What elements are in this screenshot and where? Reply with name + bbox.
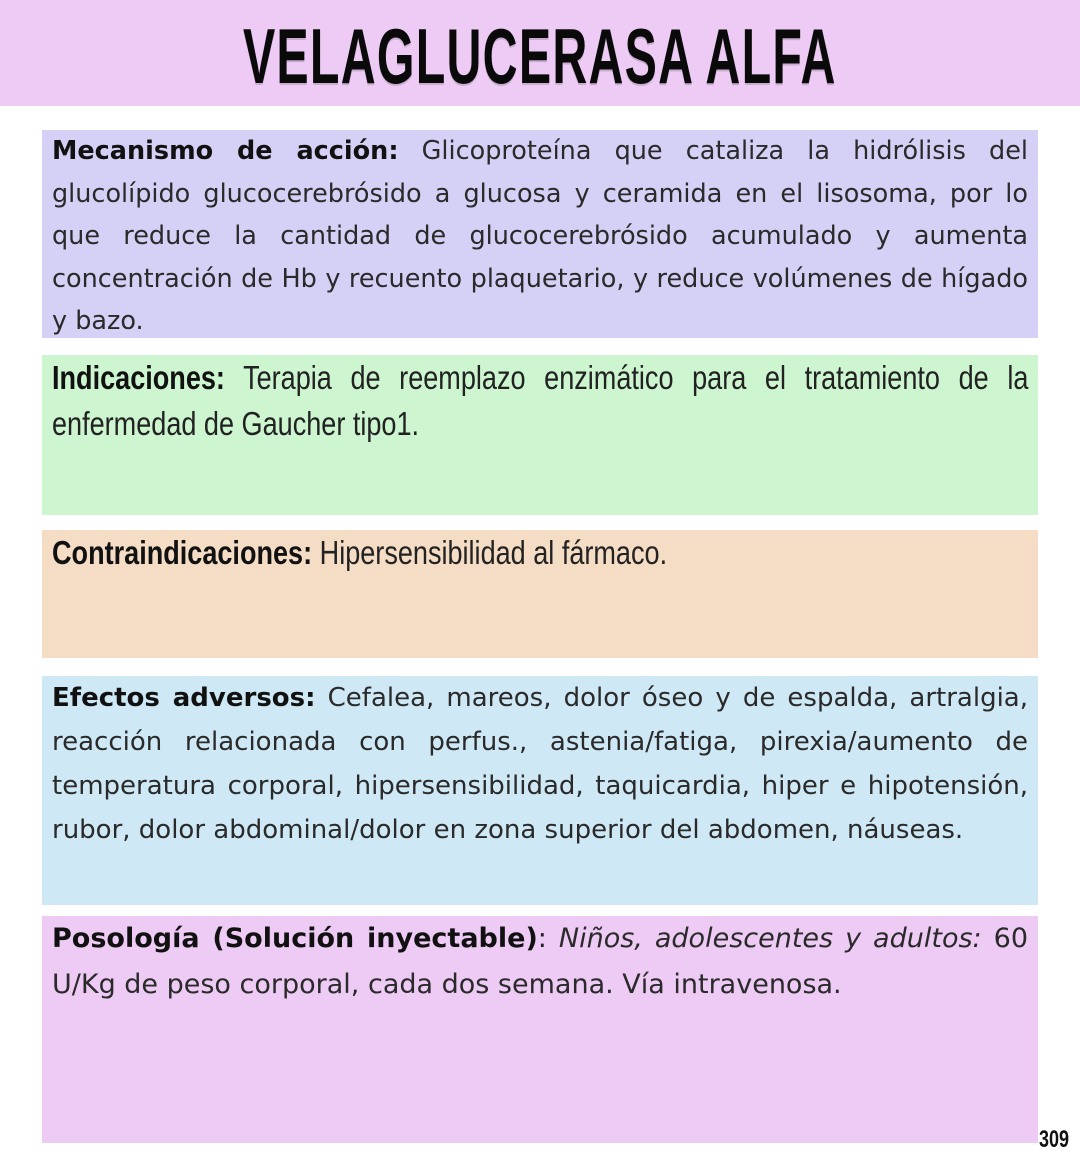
posology-population: Niños, adolescentes y adultos:	[546, 923, 982, 954]
adverse-effects-text: Cefalea, mareos, dolor óseo y de espalda, artralgia, reacción relacionada con perfus., astenia/fatiga, pirexia/aumento de temperatura corporal, hipersensibilidad, taquicardia, hiper e hipotensión, rubor, dolor abdominal/dolor en zona superior del abdomen, náuseas.	[52, 683, 1028, 845]
title-banner	[0, 0, 1080, 106]
section-posology	[42, 916, 1038, 1143]
section-contraindications	[42, 530, 1038, 658]
page-title: VELAGLUCERASA ALFA	[243, 11, 837, 100]
section-mechanism	[42, 130, 1038, 338]
indications-text: Terapia de reemplazo enzimático para el tratamiento de la enfermedad de Gaucher tipo1.	[52, 359, 1029, 442]
contraindications-text: Hipersensibilidad al fármaco.	[312, 534, 668, 571]
mechanism-paragraph	[52, 130, 1028, 343]
mechanism-text: Glicoproteína que cataliza la hidrólisis del glucolípido glucocerebrósido a glucosa y ceramida en el lisosoma, por lo que reduce la cantidad de glucocerebrósido acumulado y aumenta concentración de Hb y recuento plaquetario, y reduce volúmenes de hígado y bazo.	[52, 136, 1028, 336]
contraindications-paragraph	[52, 530, 1028, 576]
page-number: 309	[1039, 1126, 1070, 1153]
indications-paragraph	[52, 355, 1028, 447]
contraindications-label: Contraindicaciones:	[52, 534, 313, 571]
section-adverse-effects	[42, 676, 1038, 905]
section-indications	[42, 355, 1038, 515]
indications-label: Indicaciones:	[52, 359, 225, 396]
mechanism-label: Mecanismo de acción:	[52, 136, 399, 166]
adverse-effects-paragraph	[52, 676, 1028, 852]
posology-text: 60 U/Kg de peso corporal, cada dos semana. Vía intravenosa.	[52, 923, 1028, 1000]
posology-colon: :	[537, 923, 547, 954]
posology-label: Posología (Solución inyectable)	[52, 923, 538, 954]
adverse-effects-label: Efectos adversos:	[52, 683, 316, 713]
posology-paragraph	[52, 916, 1028, 1008]
